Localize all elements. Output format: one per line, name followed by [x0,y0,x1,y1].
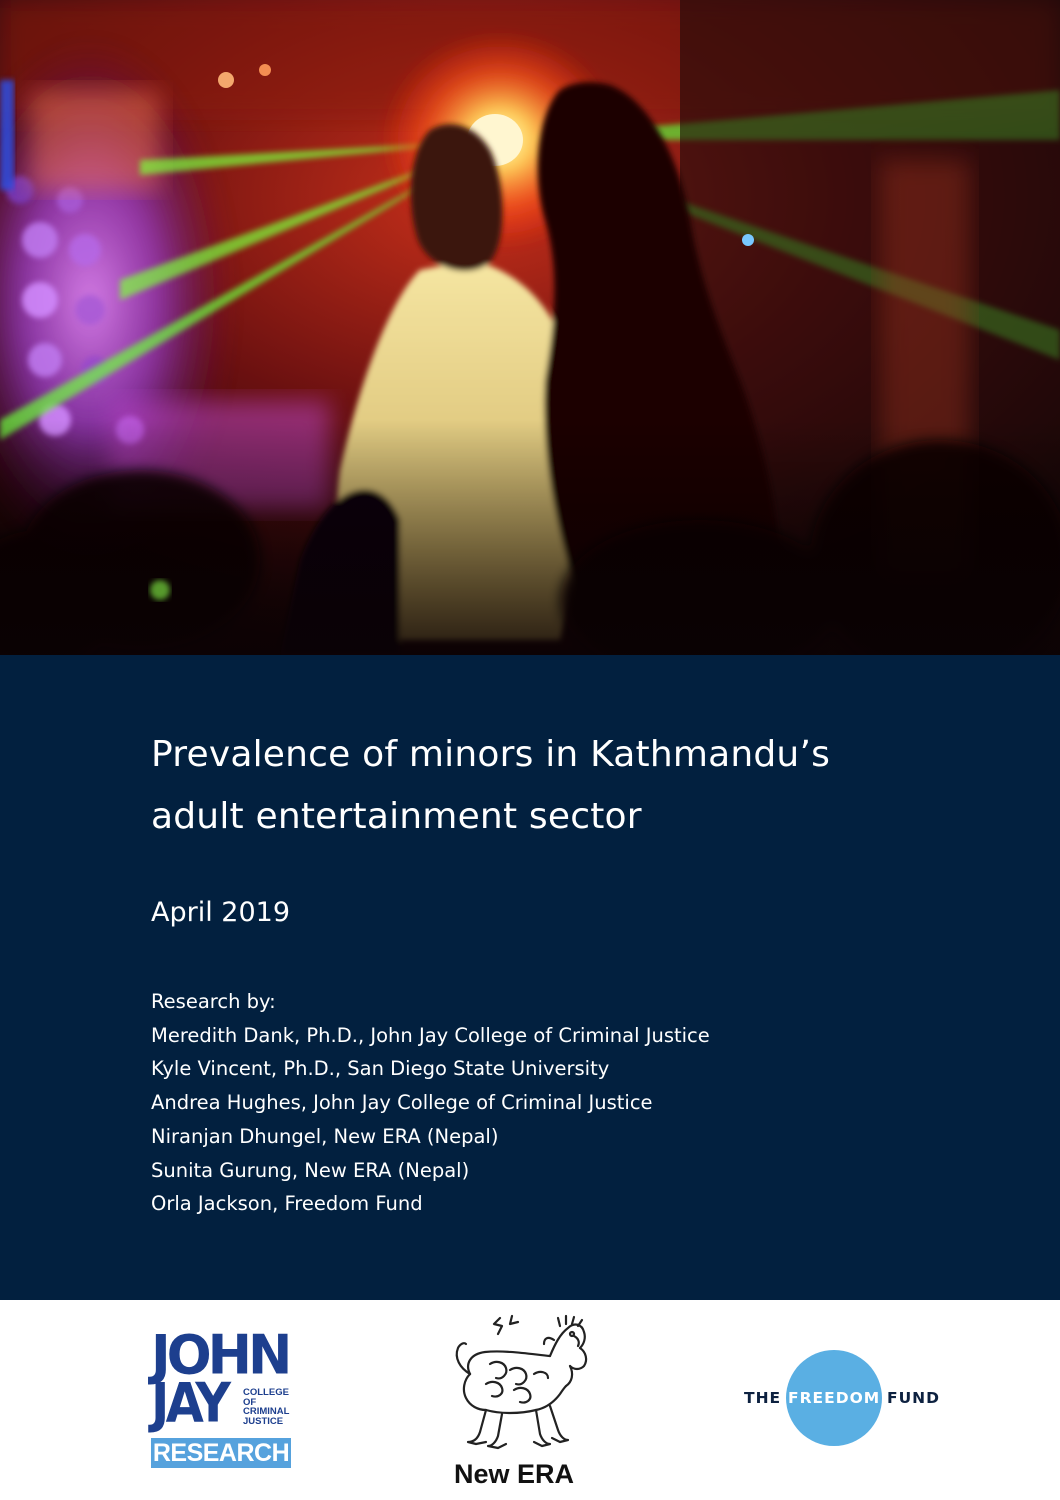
john-jay-logo-college-text [243,1388,289,1426]
freedom-fund-logo-freedom: FREEDOM [788,1389,881,1407]
john-jay-research-logo [151,1324,294,1470]
research-credits [151,985,710,1221]
john-jay-logo-college-line: COLLEGE [243,1387,289,1398]
research-heading: Research by: [151,990,276,1013]
john-jay-logo-college-line: CRIMINAL [243,1406,290,1417]
freedom-fund-logo-the: THE [744,1389,782,1407]
john-jay-logo-research-banner: RESEARCH [152,1439,290,1467]
author-line: Kyle Vincent, Ph.D., San Diego State University [151,1057,610,1081]
cover-photo [0,0,1060,655]
lion-emblem-icon [450,1314,596,1454]
new-era-logo [450,1314,596,1489]
author-line: Sunita Gurung, New ERA (Nepal) [151,1158,470,1182]
author-line: Niranjan Dhungel, New ERA (Nepal) [151,1124,499,1148]
freedom-fund-logo [744,1350,944,1450]
new-era-logo-name: New ERA [454,1459,575,1489]
partner-logos [0,1300,1060,1500]
report-title-line-2: adult entertainment sector [151,796,642,837]
john-jay-logo-college-line: OF [243,1396,257,1408]
author-line: Orla Jackson, Freedom Fund [151,1192,423,1216]
report-title [151,724,911,848]
author-line: Andrea Hughes, John Jay College of Criminal Justice [151,1091,653,1115]
report-date: April 2019 [151,897,291,928]
author-line: Meredith Dank, Ph.D., John Jay College of Criminal Justice [151,1023,710,1047]
john-jay-logo-word-jay: JAY [151,1372,228,1435]
report-title-line-1: Prevalence of minors in Kathmandu’s [151,734,831,775]
freedom-fund-logo-fund: FUND [887,1389,941,1407]
john-jay-logo-word-john: JOHN [151,1324,289,1387]
john-jay-logo-college-line: JUSTICE [243,1415,284,1427]
